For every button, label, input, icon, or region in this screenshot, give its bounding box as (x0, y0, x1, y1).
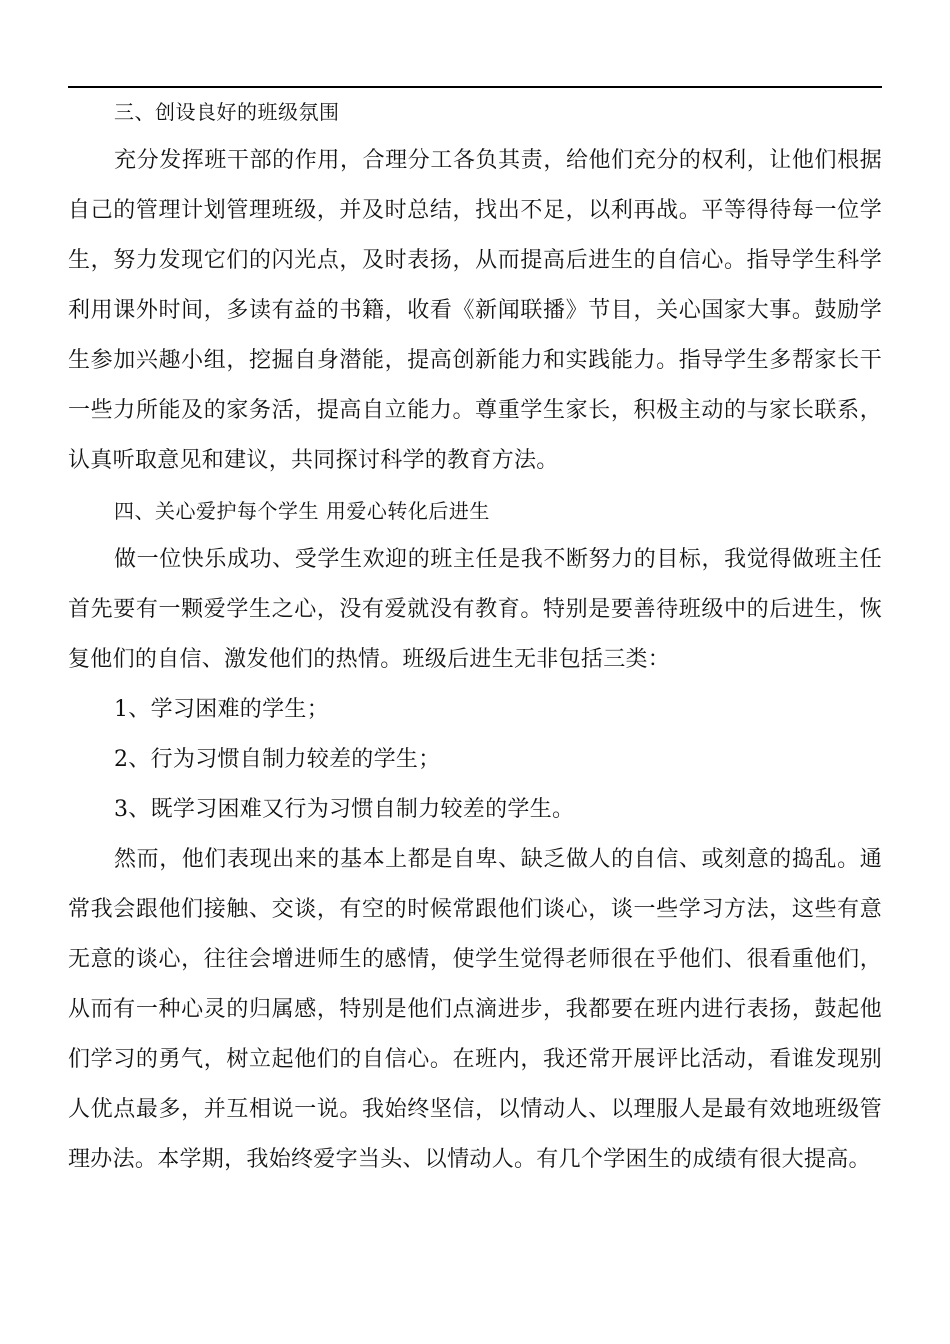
list-item-1: 1、学习困难的学生； (114, 697, 329, 722)
section-3-paragraph: 充分发挥班干部的作用，合理分工各负其责，给他们充分的权利，让他们根据自己的管理计划管理班级，并及时总结，找出不足，以利再战。平等得待每一位学生，努力发现它们的闪光点，及时表扬，从而提高后进生的自信心。指导学生科学利用课外时间，多读有益的书籍，收看《新闻联播》节目，关心国家大事。鼓励学生参加兴趣小组，挖掘自身潜能，提高创新能力和实践能力。指导学生多帮家长干一些力所能及的家务活，提高自立能力。尊重学生家长，积极主动的与家长联系，认真听取意见和建议，共同探讨科学的教育方法。 (68, 148, 882, 473)
list-item-3: 3、既学习困难又行为习惯自制力较差的学生。 (114, 797, 575, 822)
document-body (68, 90, 882, 1185)
section-4-closing-paragraph: 然而，他们表现出来的基本上都是自卑、缺乏做人的自信、或刻意的捣乱。通常我会跟他们接触、交谈，有空的时候常跟他们谈心，谈一些学习方法，这些有意无意的谈心，往往会增进师生的感情，使学生觉得老师很在乎他们、很看重他们，从而有一种心灵的归属感，特别是他们点滴进步，我都要在班内进行表扬，鼓起他们学习的勇气，树立起他们的自信心。在班内，我还常开展评比活动，看谁发现别人优点最多，并互相说一说。我始终坚信，以情动人、以理服人是最有效地班级管理办法。本学期，我始终爱字当头、以情动人。有几个学困生的成绩有很大提高。 (68, 847, 882, 1172)
section-heading-4: 四、关心爱护每个学生 用爱心转化后进生 (114, 499, 490, 523)
section-4-intro-paragraph: 做一位快乐成功、受学生欢迎的班主任是我不断努力的目标，我觉得做班主任首先要有一颗爱学生之心，没有爱就没有教育。特别是要善待班级中的后进生，恢复他们的自信、激发他们的热情。班级后进生无非包括三类： (68, 547, 882, 672)
section-heading-3: 三、创设良好的班级氛围 (114, 100, 340, 124)
header-rule (68, 86, 882, 88)
list-item-2: 2、行为习惯自制力较差的学生； (114, 747, 441, 772)
